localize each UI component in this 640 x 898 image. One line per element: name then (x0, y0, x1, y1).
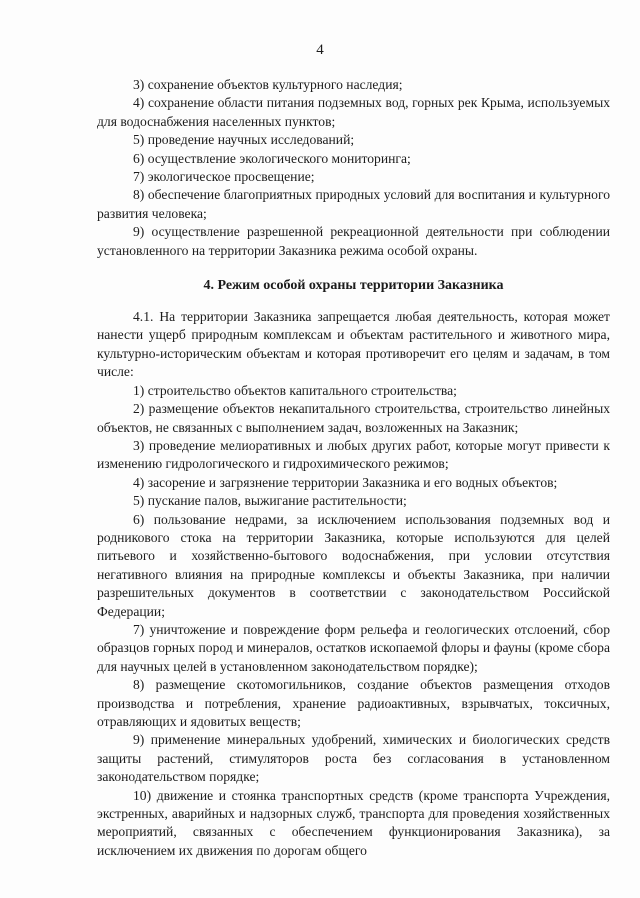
clause-4-1: 4.1. На территории Заказника запрещается любая деятельность, которая может нанести ущерб природным комплексам и объектам растительного и животного мира, культурно-историческим объектам и которая противоречит его целям и задачам, в том числе: (97, 309, 610, 380)
prohibition-item-10: 10) движение и стоянка транспортных средств (кроме транспорта Учреждения, экстренных, аварийных и надзорных служб, транспорта для проведения хозяйственных мероприятий, связанных с обеспечением функционирования Заказника), за исключением их движения по дорогам общего (97, 787, 610, 858)
list-item-3: 3) сохранение объектов культурного наследия; (133, 77, 403, 92)
prohibition-item-2: 2) размещение объектов некапитального строительства, строительство линейных объектов, не связанных с выполнением задач, возложенных на Заказник; (97, 401, 610, 435)
list-item-9: 9) осуществление разрешенной рекреационной деятельности при соблюдении установленного на территории Заказника режима особой охраны. (97, 224, 610, 258)
prohibition-item-9: 9) применение минеральных удобрений, химических и биологических средств защиты растений, стимуляторов роста без согласования в установленном законодательством порядке; (97, 732, 610, 785)
list-item-5: 5) проведение научных исследований; (133, 132, 355, 148)
list-item-8: 8) обеспечение благоприятных природных условий для воспитания и культурного развития человека; (97, 187, 610, 221)
document-body (97, 76, 610, 860)
prohibition-item-5: 5) пускание палов, выжигание растительности; (133, 493, 407, 509)
list-item-6: 6) осуществление экологического мониторинга; (133, 150, 411, 166)
prohibition-item-4: 4) засорение и загрязнение территории Заказника и его водных объектов; (133, 474, 558, 490)
prohibition-item-7: 7) уничтожение и повреждение форм рельефа и геологических отслоений, сбор образцов горных пород и минералов, остатков ископаемой флоры и фауны (кроме сбора для научных целей в установленном законодательством порядке); (97, 621, 610, 674)
section-heading: 4. Режим особой охраны территории Заказника (203, 278, 504, 294)
prohibition-item-8: 8) размещение скотомогильников, создание объектов размещения отходов производства и потребления, хранение радиоактивных, взрывчатых, токсичных, отравляющих и ядовитых веществ; (97, 677, 610, 729)
prohibition-item-6: 6) пользование недрами, за исключением использования подземных вод и родникового стока на территории Заказника, которые используются для целей питьевого и хозяйственно-бытового водоснабжения, при условии отсутствия негативного влияния на природные комплексы и объекты Заказника, при наличии разрешительных документов в соответствии с законодательством Российской Федерации; (97, 511, 610, 619)
prohibition-item-3: 3) проведение мелиоративных и любых других работ, которые могут привести к изменению гидрологического и гидрохимического режимов; (97, 437, 610, 472)
list-item-7: 7) экологическое просвещение; (133, 169, 315, 185)
page-number: 4 (316, 42, 324, 58)
prohibition-item-1: 1) строительство объектов капитального строительства; (133, 382, 457, 398)
list-item-4: 4) сохранение области питания подземных вод, горных рек Крыма, используемых для водоснабжения населенных пунктов; (97, 95, 610, 129)
